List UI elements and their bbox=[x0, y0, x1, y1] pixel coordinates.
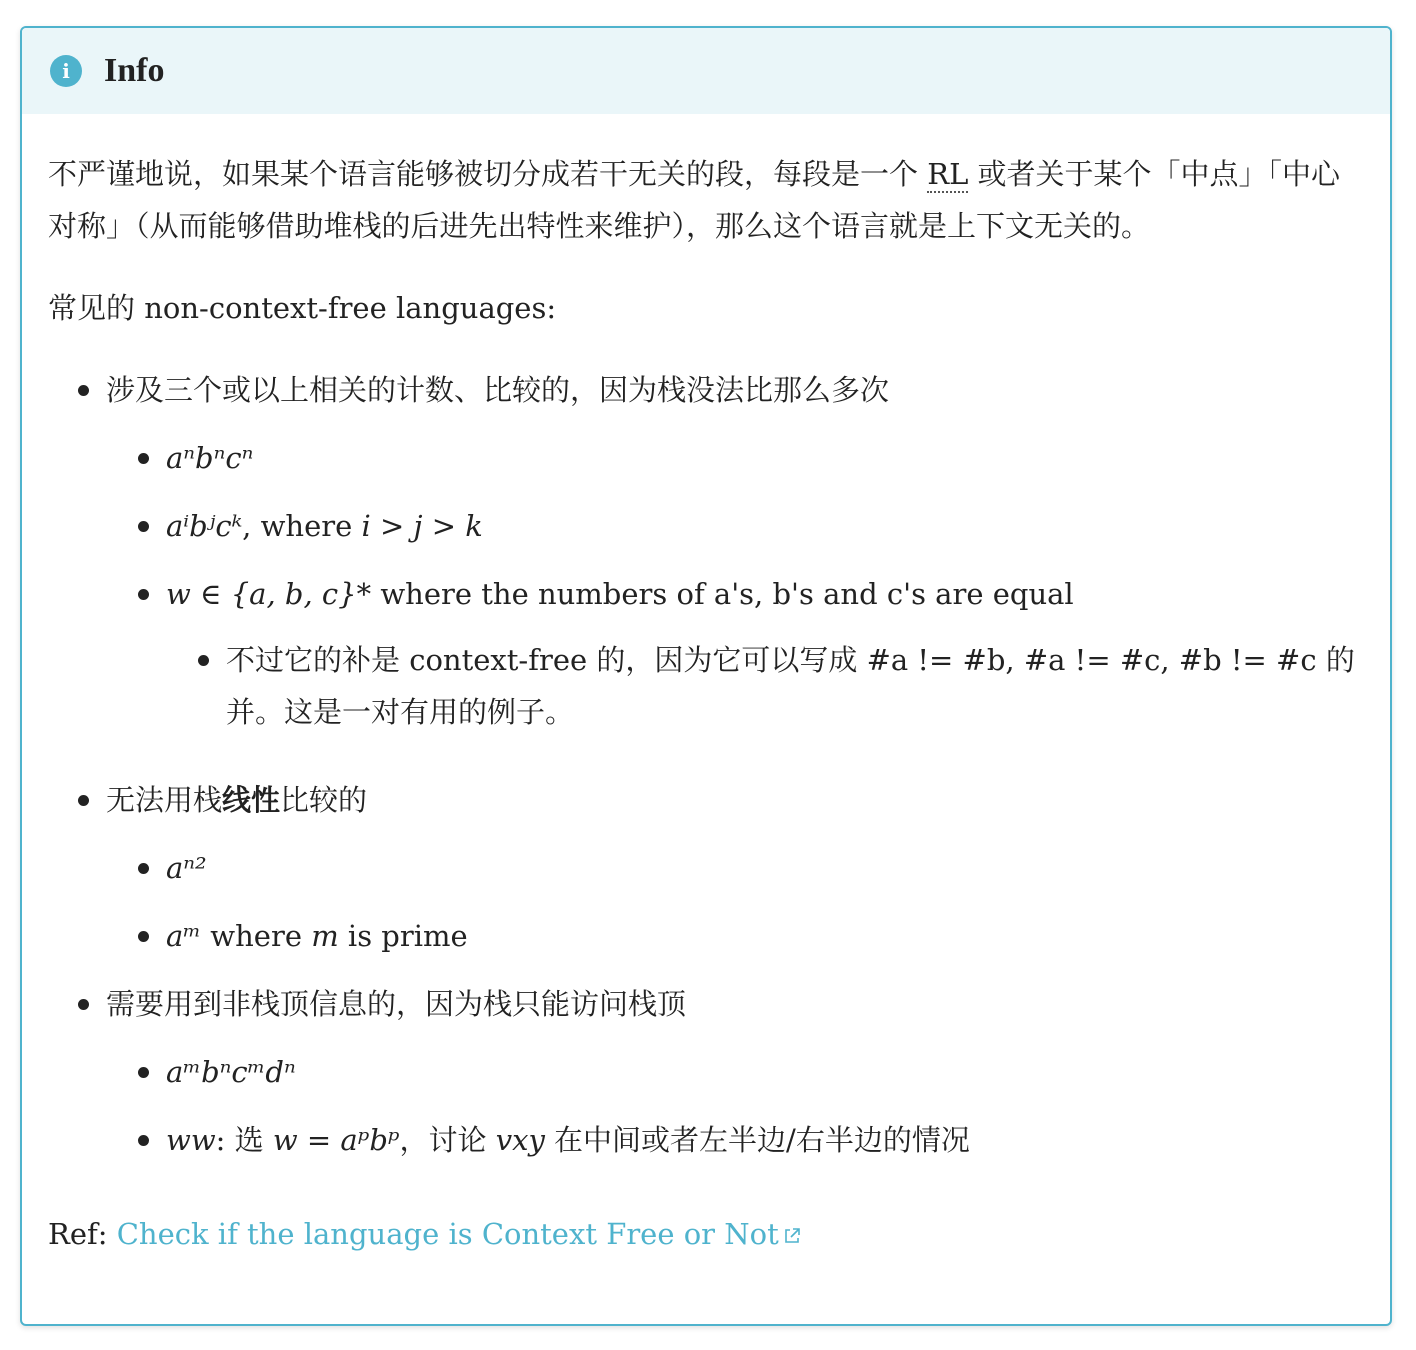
example-aibjck bbox=[48, 500, 1366, 552]
admonition-body bbox=[22, 148, 1390, 1260]
example-text: 在中间或者左半边/右半边的情况 bbox=[544, 1123, 970, 1157]
language-list bbox=[48, 364, 1366, 1166]
example-a-n-squared bbox=[48, 842, 1366, 894]
math-expression: vxy bbox=[495, 1123, 545, 1157]
intro-paragraph bbox=[48, 148, 1366, 252]
example-anbncn bbox=[48, 432, 1366, 484]
admonition-header bbox=[22, 28, 1390, 114]
example-text: where bbox=[201, 919, 312, 953]
rl-abbreviation[interactable]: RL bbox=[927, 157, 969, 191]
math-expression: aⁿ² bbox=[166, 851, 207, 885]
info-icon: i bbox=[50, 55, 82, 87]
list-item-three-counts bbox=[48, 364, 1366, 416]
intro-text-after: 或者关于某个「中点」「中心对称」（从而能够借助堆栈的后进先出特性来维护），那么这个语言就是上下文无关的。 bbox=[48, 157, 1341, 243]
math-expression: m bbox=[311, 919, 339, 953]
example-a-prime bbox=[48, 910, 1366, 962]
math-expression: aⁱbʲcᵏ bbox=[166, 509, 243, 543]
complement-note bbox=[48, 634, 1366, 738]
external-link-icon bbox=[783, 1227, 801, 1245]
intro-text-before: 不严谨地说，如果某个语言能够被切分成若干无关的段，每段是一个 bbox=[48, 157, 928, 191]
list-item-label: 无法用栈 bbox=[106, 783, 223, 817]
ref-label: Ref: bbox=[48, 1217, 117, 1251]
math-expression: aᵐbⁿcᵐdⁿ bbox=[166, 1055, 296, 1089]
list-item-non-top bbox=[48, 978, 1366, 1030]
list-item-label: 需要用到非栈顶信息的，因为栈只能访问栈顶 bbox=[106, 987, 687, 1021]
note-text: 不过它的补是 context-free 的，因为它可以写成 #a != #b, #a != #c, #b != #c 的并。这是一对有用的例子。 bbox=[226, 643, 1355, 729]
example-ww bbox=[48, 1114, 1366, 1166]
example-text: : 选 bbox=[215, 1123, 273, 1157]
example-ambncmdn bbox=[48, 1046, 1366, 1098]
reference-link-text[interactable]: Check if the language is Context Free or Not bbox=[116, 1217, 779, 1251]
math-expression: aᵐ bbox=[166, 919, 202, 953]
example-text: is prime bbox=[338, 919, 468, 953]
example-equal-counts bbox=[48, 568, 1366, 620]
example-text: , where bbox=[242, 509, 362, 543]
math-expression: i > j > k bbox=[361, 509, 483, 543]
math-expression: w ∈ {a, b, c}* bbox=[166, 577, 372, 611]
bold-emphasis: 线性 bbox=[222, 783, 281, 817]
list-item-label: 涉及三个或以上相关的计数、比较的，因为栈没法比那么多次 bbox=[106, 373, 890, 407]
math-expression: w = aᵖbᵖ bbox=[272, 1123, 400, 1157]
reference-line bbox=[48, 1208, 1366, 1260]
example-text: where the numbers of a's, b's and c's are equal bbox=[371, 577, 1074, 611]
admonition-title: Info bbox=[104, 52, 165, 89]
math-expression: aⁿbⁿcⁿ bbox=[166, 441, 254, 475]
example-text: ，讨论 bbox=[399, 1123, 496, 1157]
list-item-nonlinear bbox=[48, 774, 1366, 826]
reference-link[interactable] bbox=[117, 1217, 801, 1251]
list-item-label: 比较的 bbox=[280, 783, 368, 817]
math-expression: ww bbox=[166, 1123, 216, 1157]
list-intro: 常见的 non-context-free languages: bbox=[48, 291, 557, 325]
info-admonition bbox=[20, 26, 1392, 1326]
